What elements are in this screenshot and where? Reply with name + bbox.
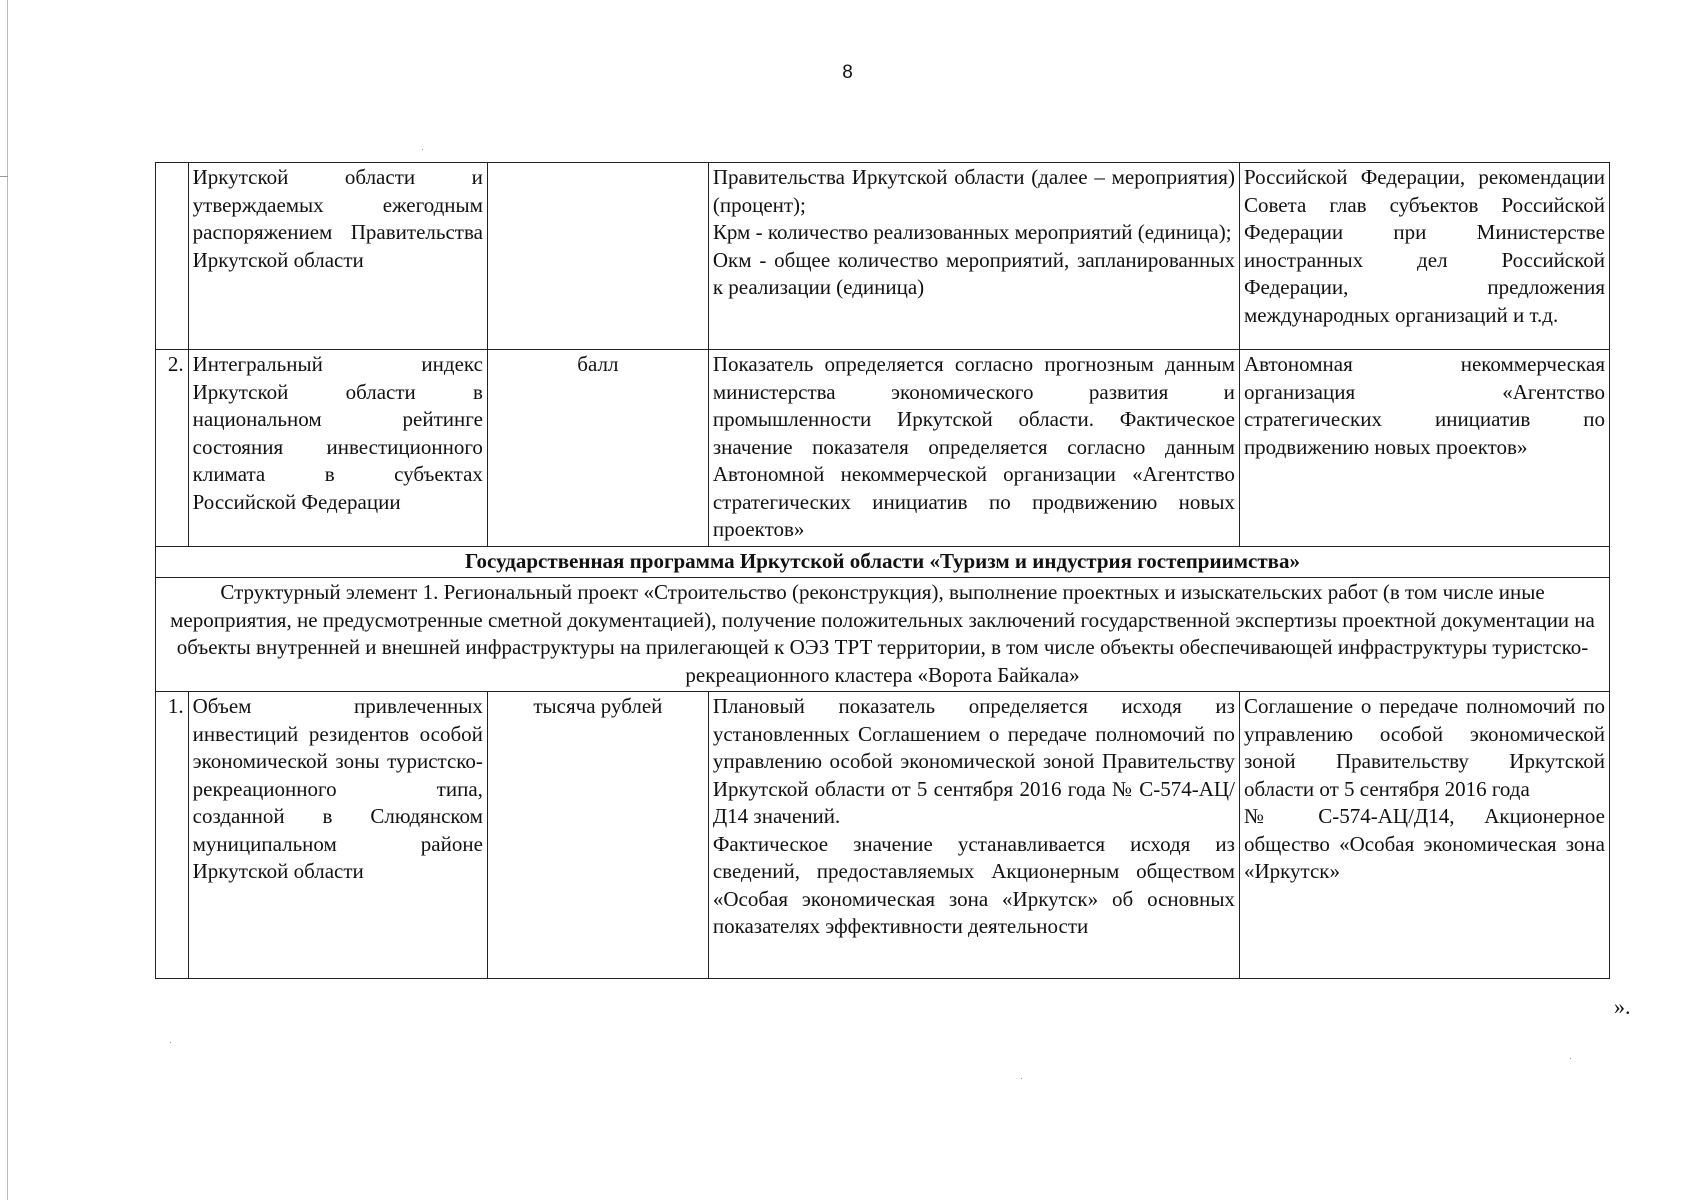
- structural-element-description: Структурный элемент 1. Региональный проект «Строительство (реконструкция), выполнение проектных и изыскательских работ (в том числе иные мероприятия, не предусмотренные сметной документацией), получение положительных заключений государственной экспертизы проектной документации на объекты внутренней и внешней инфраструктуры на прилегающей к ОЭЗ ТРТ территории, в том числе объекты обеспечивающей инфраструктуры туристско-рекреационного кластера «Ворота Байкала»: [156, 578, 1610, 692]
- row-number: [156, 163, 189, 350]
- source-line: Соглашение о передаче полномочий по управлению особой экономической зоной Правительству Иркутской области от 5 сентября 2016 года: [1243, 694, 1605, 801]
- method-line: Правительства Иркутской области (далее – мероприятия) (процент);: [712, 165, 1235, 217]
- page-number: 8: [842, 62, 853, 83]
- scan-speck: [170, 1042, 171, 1043]
- row-number: 1.: [156, 692, 189, 979]
- source-line: № С-574-АЦ/Д14, Акционерное общество «Особая экономическая зона «Иркутск»: [1243, 804, 1605, 883]
- data-source: Автономная некоммерческая организация «Агентство стратегических инициатив по продвижению новых проектов»: [1239, 350, 1609, 547]
- data-source: Российской Федерации, рекомендации Совета глав субъектов Российской Федерации при Министерстве иностранных дел Российской Федерации, предложения международных организаций и т.д.: [1239, 163, 1609, 350]
- indicator-name: Интегральный индекс Иркутской области в национальном рейтинге состояния инвестиционного климата в субъектах Российской Федерации: [188, 350, 487, 547]
- indicators-table: [155, 162, 1610, 979]
- scan-speck: [1021, 1078, 1022, 1079]
- calculation-method: [708, 163, 1239, 350]
- row-number: 2.: [156, 350, 189, 547]
- structural-element-row: [156, 578, 1610, 692]
- unit-of-measure: тысяча рублей: [487, 692, 708, 979]
- calculation-method: Показатель определяется согласно прогнозным данным министерства экономического развития и промышленности Иркутской области. Фактическое значение показателя определяется согласно данным Автономной некоммерческой организации «Агентство стратегических инициатив по продвижению новых проектов»: [708, 350, 1239, 547]
- scan-speck: [422, 149, 423, 150]
- section-row: [156, 546, 1610, 578]
- unit-of-measure: балл: [487, 350, 708, 547]
- calculation-method: [708, 692, 1239, 979]
- scan-edge-line: [7, 0, 8, 1200]
- program-title: Государственная программа Иркутской области «Туризм и индустрия гостеприимства»: [156, 546, 1610, 578]
- method-line: Фактическое значение устанавливается исходя из сведений, предоставляемых Акционерным обществом «Особая экономическая зона «Иркутск» об основных показателях эффективности деятельности: [712, 831, 1235, 938]
- method-line: Окм - общее количество мероприятий, запланированных к реализации (единица): [712, 247, 1235, 299]
- scan-speck: [1570, 1058, 1571, 1059]
- method-line: Крм - количество реализованных мероприятий (единица);: [712, 220, 1232, 244]
- table-row: [156, 163, 1610, 350]
- method-line: Плановый показатель определяется исходя из установленных Соглашением о передаче полномочий по управлению особой экономической зоной Правительству Иркутской области от 5 сентября 2016 года № С-574-АЦ/Д14 значений.: [712, 694, 1235, 828]
- data-source: [1239, 692, 1609, 979]
- closing-quote-mark: ».: [1614, 994, 1631, 1019]
- scan-edge-mark: [0, 176, 8, 177]
- table-row: [156, 692, 1610, 979]
- indicator-name: Иркутской области и утверждаемых ежегодным распоряжением Правительства Иркутской области: [188, 163, 487, 350]
- unit-of-measure: [487, 163, 708, 350]
- indicator-name: Объем привлеченных инвестиций резидентов особой экономической зоны туристско-рекреационного типа, созданной в Слюдянском муниципальном районе Иркутской области: [188, 692, 487, 979]
- table-row: [156, 350, 1610, 547]
